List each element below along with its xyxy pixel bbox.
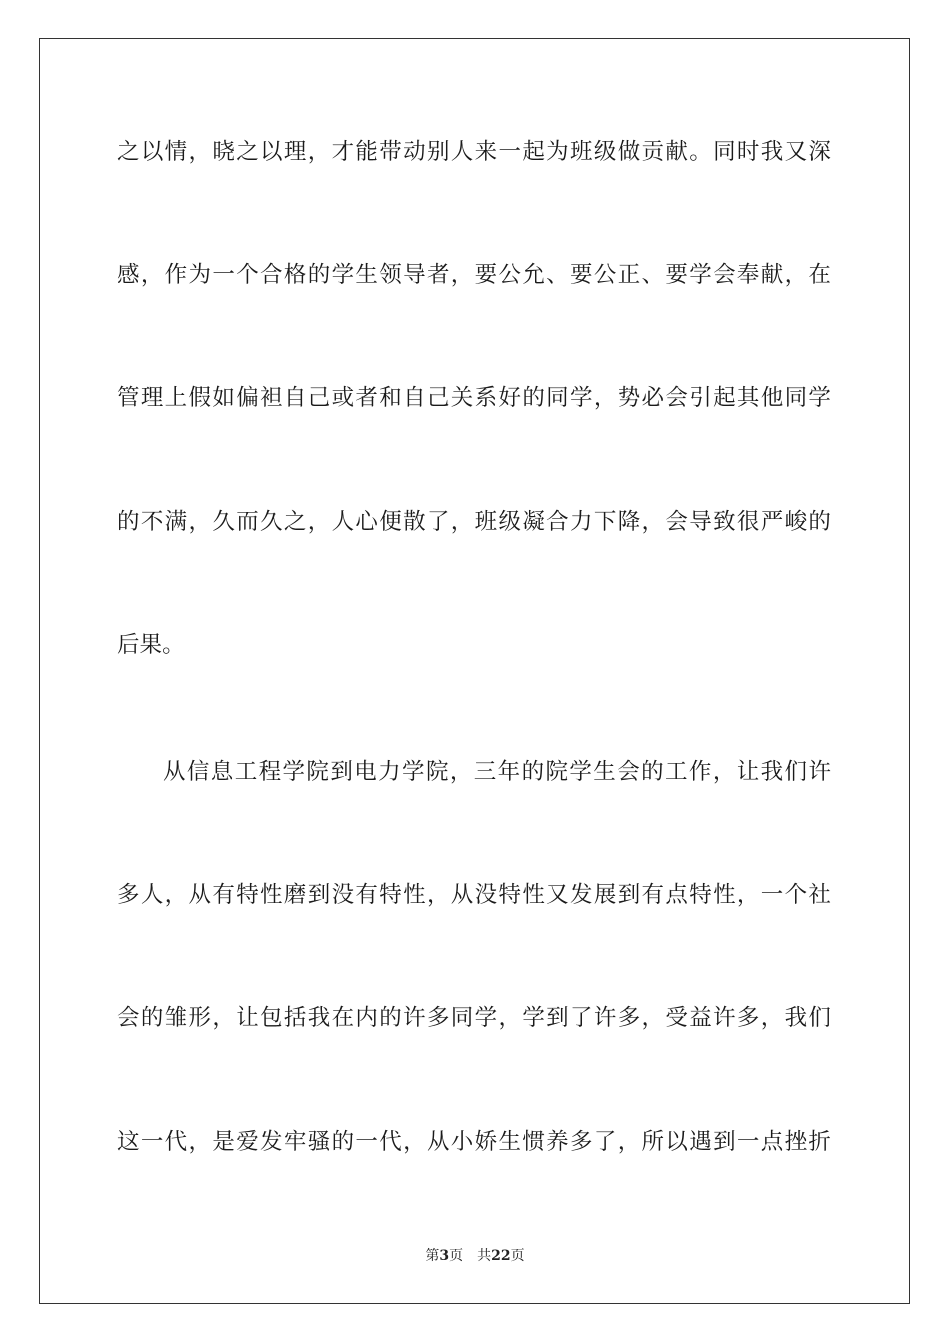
page-prefix: 第 [425, 1248, 440, 1264]
text-line: 这一代，是爱发牢骚的一代，从小娇生惯养多了，所以遇到一点挫折 [117, 1129, 831, 1155]
page-suffix: 页 [449, 1248, 464, 1264]
text-line: 后果。 [117, 632, 185, 658]
page-number: 3 [439, 1248, 450, 1264]
text-line: 感，作为一个合格的学生领导者，要公允、要公正、要学会奉献，在 [117, 262, 831, 288]
text-line: 之以情，晓之以理，才能带动别人来一起为班级做贡献。同时我又深 [117, 139, 831, 165]
total-pages: 22 [491, 1248, 511, 1264]
paragraph-first-line: 从信息工程学院到电力学院，三年的院学生会的工作，让我们许 [163, 759, 831, 785]
text-line: 多人，从有特性磨到没有特性，从没特性又发展到有点特性，一个社 [117, 882, 831, 908]
text-line: 管理上假如偏袒自己或者和自己关系好的同学，势必会引起其他同学 [117, 385, 831, 411]
page-border [39, 38, 910, 1304]
text-line: 的不满，久而久之，人心便散了，班级凝合力下降，会导致很严峻的 [117, 509, 831, 535]
total-prefix: 共 [477, 1248, 492, 1264]
total-suffix: 页 [510, 1248, 525, 1264]
text-line: 会的雏形，让包括我在内的许多同学，学到了许多，受益许多，我们 [117, 1005, 831, 1031]
page-footer [0, 1247, 950, 1265]
